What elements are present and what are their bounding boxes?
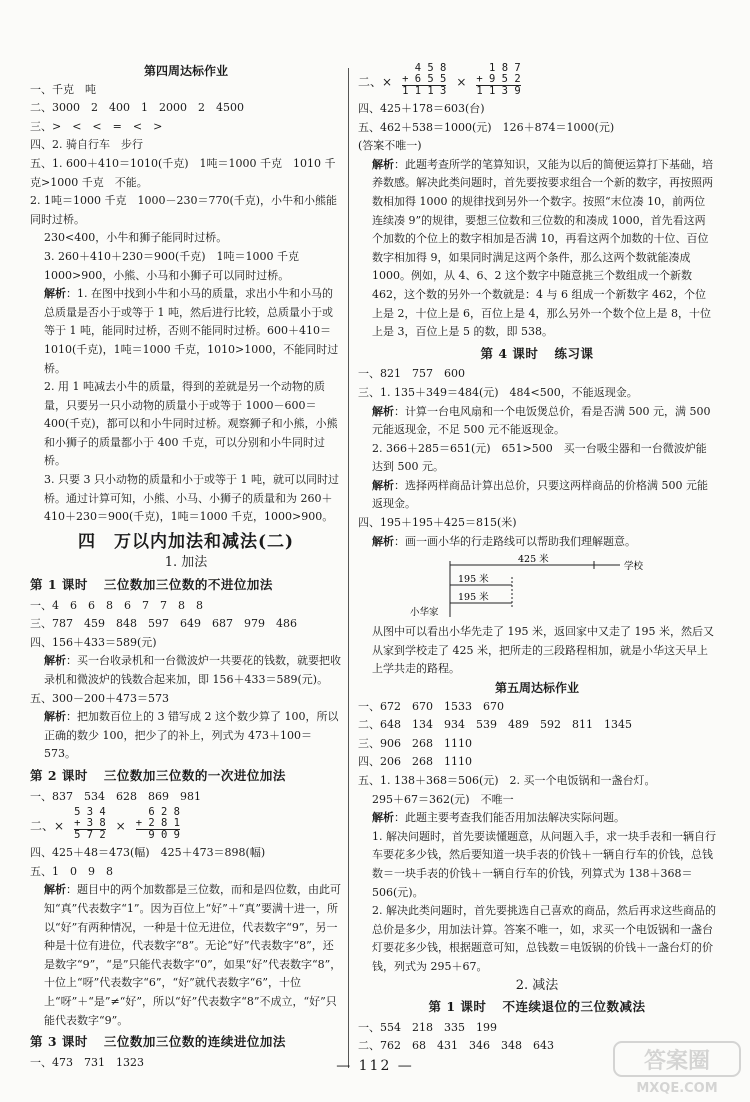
section-title: 2. 减法	[515, 977, 559, 993]
answer-line: 四、206 268 1110	[358, 755, 472, 769]
route-diagram-svg	[358, 553, 716, 621]
analysis-label: 解析	[372, 534, 394, 548]
analysis-text: ：选择两样商品计算出总价，只要这两样商品的价格满 500 元能返现金。	[372, 478, 708, 511]
analysis-label: 解析	[372, 478, 394, 492]
analysis-label: 解析	[44, 883, 66, 897]
answer-q5-3: 3. 260＋410＋230＝900(千克) 1吨＝1000 千克 1000>900，小熊、小马和小狮子可以同时过桥。	[44, 249, 311, 282]
answer-line: 四、2. 骑自行车 步行	[30, 138, 143, 152]
week5-title: 第五周达标作业	[494, 681, 579, 696]
analysis-block	[358, 477, 716, 514]
analysis-block	[30, 708, 342, 764]
analysis-label: 解析	[372, 157, 394, 171]
answer-line: 一、837 534 628 869 981	[30, 789, 201, 803]
analysis-text: ：计算一台电风扇和一个电饭煲总价，看是否满 500 元，满 500 元能返现金，不足 500 元不能返现金。	[372, 404, 714, 437]
lesson-heading	[30, 767, 342, 786]
lesson-heading	[30, 1033, 342, 1052]
analysis-text: ：题目中的两个加数都是三位数，而和是四位数，由此可知“真”代表数字“1”。因为百位上“好”＋“真”要满十进一，所以“好”有两种情况，一种是十位无进位，代表数字“9”，另一种是十位有进位，代表数字“8”。无论“好”代表数字“8”，还是数字“9”，“是”只能代表数字“0”，如果“好”代表数字“8”，十位上“呀”代表数字“6”，“好”就代表数字“6”，十位上“呀”＋“是”≠“好”，所以“好”代表数字“8”不成立，“好”只能代表数字“9”。	[44, 883, 342, 1027]
answer-line: 一、473 731 1323	[30, 1055, 144, 1069]
analysis-label: 解析	[44, 287, 66, 301]
vertical-calculation: 1 8 7 + 9 5 2 1 1 3 9	[476, 62, 521, 97]
answer-line: 二、648 134 934 539 489 592 811 1345	[358, 718, 632, 732]
lesson-name: 不连续退位的三位数减法	[502, 999, 646, 1015]
answer-line: 五、1 0 9 8	[30, 864, 113, 878]
analysis-block	[358, 809, 716, 828]
distance-label-195b: 195 米	[458, 592, 489, 604]
analysis-text: ：买一台收录机和一台微波炉一共要花的钱数，就要把收录机和微波炉的钱数合起来加，即 156＋433＝589(元)。	[44, 654, 341, 686]
analysis-text: 2. 用 1 吨减去小牛的质量，得到的差就是另一个动物的质量，只要另一只小动物的质量小于或等于 1000－600＝400(千克)，都可以和小牛同时过桥。观察狮子和小熊，小熊和小狮子的质量都小于 400 千克，可以分别和小牛同时过桥。	[44, 380, 338, 468]
analysis-label: 解析	[44, 654, 66, 668]
page-number: — 112 —	[336, 1058, 414, 1074]
lesson-number: 第 2 课时	[30, 767, 88, 783]
answer-q5-1: 五、1. 600＋410＝1010(千克) 1吨＝1000 千克 1010 千克>1000 千克 不能。	[30, 156, 336, 189]
analysis-text: ：此题主要考查我们能否用加法解决实际问题。	[394, 811, 625, 825]
analysis-label: 解析	[44, 710, 66, 724]
section-title: 1. 加法	[164, 555, 208, 571]
analysis-text: 从图中可以看出小华先走了 195 米，返回家中又走了 195 米，然后又从家到学校走了 425 米，把所走的三段路程相加，就是小华这天早上上学共走的路程。	[372, 625, 714, 676]
analysis-text: 1. 解决问题时，首先要读懂题意，从问题入手，求一块手表和一辆自行车要花多少钱，然后要知道一块手表的价钱＋一辆自行车的价钱，总钱数＝一块手表的价钱＋一辆自行车的价钱，列算式为 138＋368＝506(元)。	[372, 829, 716, 899]
answer-note: (答案不唯一)	[358, 139, 422, 153]
analysis-block	[358, 533, 716, 552]
distance-label-195a: 195 米	[458, 574, 489, 586]
analysis-text: 3. 只要 3 只小动物的质量和小于或等于 1 吨，就可以同时过桥。通过计算可知，小熊、小马、小狮子的质量和为 260＋410＋230＝900(千克)，1吨＝1000 千克，1000>900。	[44, 473, 339, 524]
analysis-label: 解析	[372, 404, 394, 418]
lesson-number: 第 1 课时	[30, 577, 88, 593]
school-label: 学校	[624, 561, 644, 573]
answer-line: 四、425＋178＝603(台)	[358, 102, 485, 115]
lesson-heading	[358, 998, 716, 1017]
answer-line: 一、千克 吨	[30, 82, 96, 96]
lesson-number: 第 3 课时	[30, 1034, 88, 1050]
vertical-calc-row: 二、× 4 5 8 + 6 5 5 1 1 1 3 × 1 8 7 + 9 5 2 1 1 3 9	[358, 62, 521, 97]
svg-text:答案圈: 答案圈	[643, 1049, 711, 1074]
answer-line: 三、787 459 848 597 649 687 979 486	[30, 617, 297, 631]
lesson-heading	[30, 576, 342, 595]
right-column	[358, 62, 716, 1056]
analysis-text: ：把加数百位上的 3 错写成 2 这个数少算了 100，所以正确的数少 100，把少了的补上，列式为 473＋100＝573。	[44, 710, 339, 761]
answer-line: 三、906 268 1110	[358, 736, 472, 750]
answer-line: 一、821 757 600	[358, 367, 465, 381]
answer-line: 四、195＋195＋425＝815(米)	[358, 516, 517, 530]
left-column	[30, 62, 342, 1072]
analysis-text: ：画一画小华的行走路线可以帮助我们理解题意。	[394, 534, 636, 548]
vertical-calculation: 4 5 8 + 6 5 5 1 1 1 3	[402, 62, 447, 97]
analysis-text: ：此题考查所学的笔算知识，又能为以后的简便运算打下基础，培养数感。解决此类问题时，首先要按要求组合一个新的数字，再按照两数相加得 1000 的规律找到另外一个数字。按照“末位凑 10，前两位连续凑 9”的规律，要想三位数和三位数的和凑成 1000，首先看这两个加数的个位上的数字相加是否满 10，再看这两个加数的十位、百位数字相加得 9，如果同时满足这两个条件，那么这两个数就能凑成 1000。例如，从 4、6、2 这个数字中随意挑三个数组成一个新数 462，这个数的另外一个数就是：4 与 6 组成一个新数字 462，个位上是 2，十位上是 6，百位上是 4，那么另外一个数个位上是 8，十位上是 3，百位上是 5 的数，即 538。	[372, 157, 713, 339]
answer-line: 一、4 6 6 8 6 7 7 8 8	[30, 598, 203, 612]
answer-line: 五、462＋538＝1000(元) 126＋874＝1000(元)	[358, 120, 615, 134]
answer-line: 一、554 218 335 199	[358, 1020, 497, 1034]
answer-q5-2: 2. 1吨＝1000 千克 1000－230＝770(千克)，小牛和小熊能同时过桥。	[30, 194, 338, 226]
answer-line: 五、300－200＋473＝573	[30, 691, 169, 705]
analysis-block	[358, 156, 716, 342]
vertical-calculation: 6 2 8 + 2 8 1 9 0 9	[135, 806, 180, 842]
answer-line: 295＋67＝362(元) 不唯一	[372, 792, 514, 806]
distance-label-425: 425 米	[518, 554, 549, 566]
answer-line: 四、425＋48＝473(幅) 425＋473＝898(幅)	[30, 846, 266, 860]
analysis-block	[30, 285, 342, 378]
analysis-block	[30, 652, 342, 689]
answer-line: 三、1. 135＋349＝484(元) 484<500，不能返现金。	[358, 385, 638, 399]
week4-title: 第四周达标作业	[143, 64, 228, 78]
unit-title: 四 万以内加法和减法(二)	[77, 531, 295, 552]
answer-line: 四、156＋433＝589(元)	[30, 635, 157, 649]
home-label: 小华家	[410, 607, 439, 619]
lesson-name: 三位数加三位数的一次进位加法	[103, 767, 286, 783]
route-diagram	[358, 553, 716, 621]
lesson-heading	[358, 345, 716, 364]
lesson-number: 第 1 课时	[428, 999, 487, 1015]
column-divider	[348, 68, 349, 1068]
analysis-block	[30, 881, 342, 1030]
answer-line: 二、762 68 431 346 348 643	[358, 1039, 554, 1053]
watermark-logo	[612, 1040, 742, 1096]
answer-line: 一、672 670 1533 670	[358, 699, 504, 713]
lesson-name: 三位数加三位数的连续进位加法	[103, 1034, 286, 1050]
lesson-number: 第 4 课时	[480, 345, 539, 361]
answer-line: 五、1. 138＋368＝506(元) 2. 买一个电饭锅和一盏台灯。	[358, 774, 656, 787]
analysis-block	[358, 403, 716, 440]
vertical-calc-row: 二、× 5 3 4 + 3 8 5 7 2 × 6 2 8 + 2 8 1 9 0 9	[30, 806, 180, 842]
answer-line: 三、> < < = < >	[30, 119, 163, 133]
analysis-text: 2. 解决此类问题时，首先要挑选自己喜欢的商品，然后再求这些商品的总价是多少，用加法计算。答案不唯一，如，求买一个电饭锅和一盏台灯要花多少钱，根据题意可知，总钱数＝电饭锅的价钱＋一盏台灯的价钱，列式为 295＋67。	[372, 904, 716, 973]
answer-line: 二、3000 2 400 1 2000 2 4500	[30, 101, 244, 115]
analysis-label: 解析	[372, 811, 394, 825]
svg-text:MXQE.COM: MXQE.COM	[636, 1081, 718, 1096]
answer-line: 2. 366＋285＝651(元) 651>500 买一台吸尘器和一台微波炉能达到 500 元。	[372, 441, 707, 474]
lesson-name: 三位数加三位数的不进位加法	[103, 577, 273, 593]
lesson-name: 练习课	[554, 345, 594, 361]
vertical-calculation: 5 3 4 + 3 8 5 7 2	[74, 806, 106, 842]
answer-q5-2b: 230<400，小牛和狮子能同时过桥。	[44, 231, 228, 245]
analysis-text: ：1. 在图中找到小牛和小马的质量，求出小牛和小马的总质量是否小于或等于 1 吨，然后进行比较，总质量小于或等于 1 吨，能同时过桥，否则不能同时过桥。600＋410＝1010(千克)，1吨＝1000 千克，1010>1000，不能同时过桥。	[44, 287, 339, 375]
